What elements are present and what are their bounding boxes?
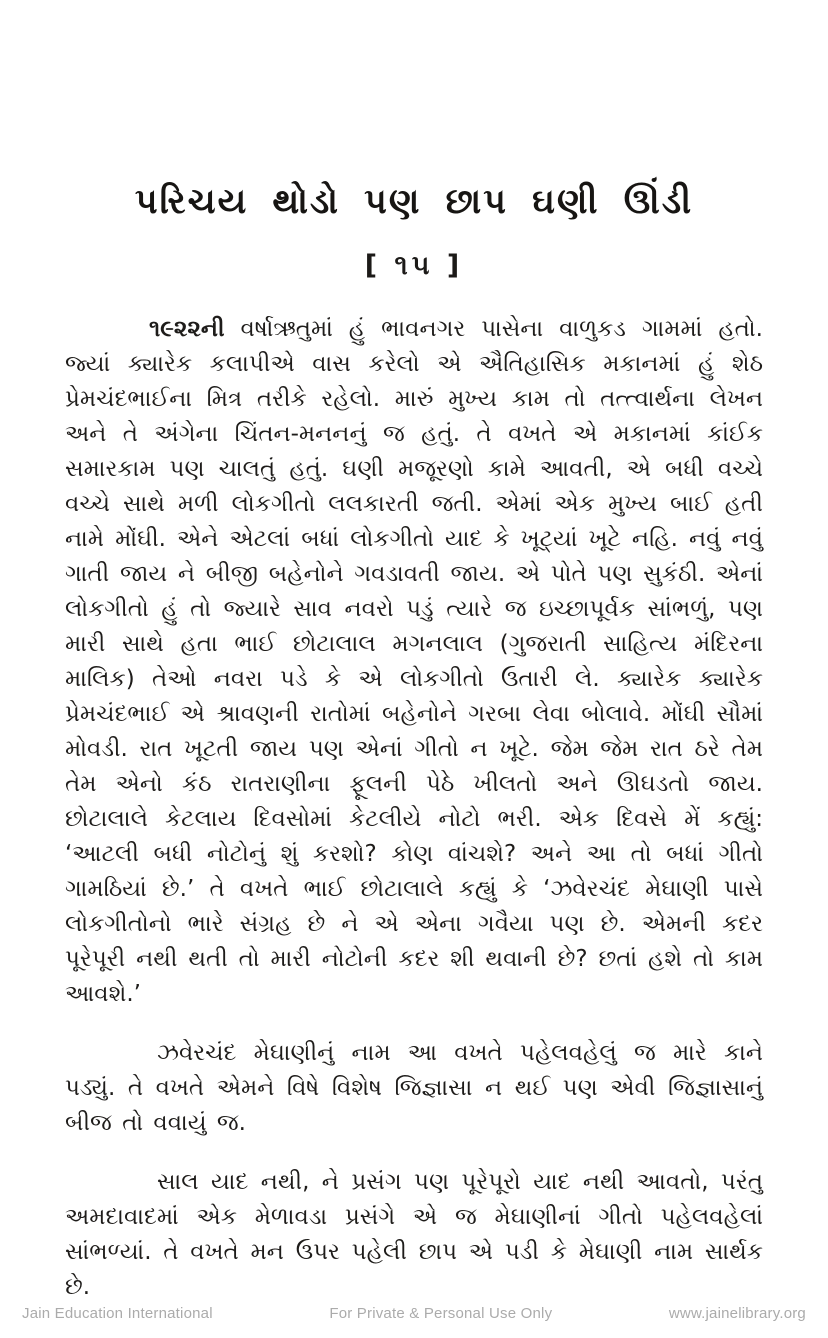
paragraph: ઝવેરચંદ મેઘાણીનું નામ આ વખતે પહેલવહેલું જ મારે કાને પડ્યું. તે વખતે એમને વિષે વિશેષ જિજ્ઞાસા ન થઈ પણ એવી જિજ્ઞાસાનું બીજ તો વવાયું જ. [65, 1040, 763, 1136]
paragraph-lead-year: ૧૯૨૨ની [149, 316, 225, 342]
paragraph [65, 312, 763, 1012]
paragraph: સાલ યાદ નથી, ને પ્રસંગ પણ પૂરેપૂરો યાદ નથી આવતો, પરંતુ અમદાવાદમાં એક મેળાવડા પ્રસંગે એ જ મેઘાણીનાં ગીતો પહેલવહેલાં સાંભળ્યાં. તે વખતે મન ઉપર પહેલી છાપ એ પડી કે મેઘાણી નામ સાર્થક છે. [65, 1169, 763, 1300]
footer-usage-notice: For Private & Personal Use Only [329, 1305, 553, 1322]
scan-footer [0, 1305, 828, 1322]
body-text-block [65, 312, 763, 1305]
paragraph-text: વર્ષાઋતુમાં હું ભાવનગર પાસેના વાળુકડ ગામમાં હતો. જ્યાં ક્યારેક કલાપીએ વાસ કરેલો એ ઐતિહાસિક મકાનમાં હું શેઠ પ્રેમચંદભાઈના મિત્ર તરીકે રહેલો. મારું મુખ્ય કામ તો તત્ત્વાર્થના લેખન અને તે અંગેના ચિંતન-મનનનું જ હતું. તે વખતે એ મકાનમાં કાંઈક સમારકામ પણ ચાલતું હતું. ઘણી મજૂરણો કામે આવતી, એ બધી વચ્ચે વચ્ચે સાથે મળી લોકગીતો લલકારતી જતી. એમાં એક મુખ્ય બાઈ હતી નામે મોંઘી. એને એટલાં બધાં લોકગીતો યાદ કે ખૂટ્યાં ખૂટે નહિ. નવું નવું ગાતી જાય ને બીજી બહેનોને ગવડાવતી જાય. એ પોતે પણ સુકંઠી. એનાં લોકગીતો હું તો જ્યારે સાવ નવરો પડું ત્યારે જ ઇચ્છાપૂર્વક સાંભળું, પણ મારી સાથે હતા ભાઈ છોટાલાલ મગનલાલ (ગુજરાતી સાહિત્ય મંદિરના માલિક) તેઓ નવરા પડે કે એ લોકગીતો ઉતારી લે. ક્યારેક ક્યારેક પ્રેમચંદભાઈ એ શ્રાવણની રાતોમાં બહેનોને ગરબા લેવા બોલાવે. મોંઘી સૌમાં મોવડી. રાત ખૂટતી જાય પણ એનાં ગીતો ન ખૂટે. જેમ જેમ રાત ઠરે તેમ તેમ એનો કંઠ રાતરાણીના ફૂલની પેઠે ખીલતો અને ઊઘડતો જાય. છોટાલાલે કેટલાય દિવસોમાં કેટલીયે નોટો ભરી. એક દિવસે મેં કહ્યું: ‘આટલી બધી નોટોનું શું કરશો? કોણ વાંચશે? અને આ તો બધાં ગીતો ગામઠિયાં છે.’ તે વખતે ભાઈ છોટાલાલે કહ્યું કે ‘ઝવેરચંદ મેઘાણી પાસે લોકગીતોનો ભારે સંગ્રહ છે ને એ એના ગવૈયા પણ છે. એમની કદર પૂરેપૂરી નથી થતી તો મારી નોટોની કદર શી થવાની છે? છતાં હશે તો કામ આવશે.’ [65, 316, 763, 1007]
page-title: પરિચય થોડો પણ છાપ ઘણી ઊંડી [134, 182, 694, 222]
section-number: [ ૧૫ ] [364, 250, 464, 281]
footer-website: www.jainelibrary.org [668, 1305, 806, 1322]
footer-publisher: Jain Education International [22, 1305, 213, 1322]
